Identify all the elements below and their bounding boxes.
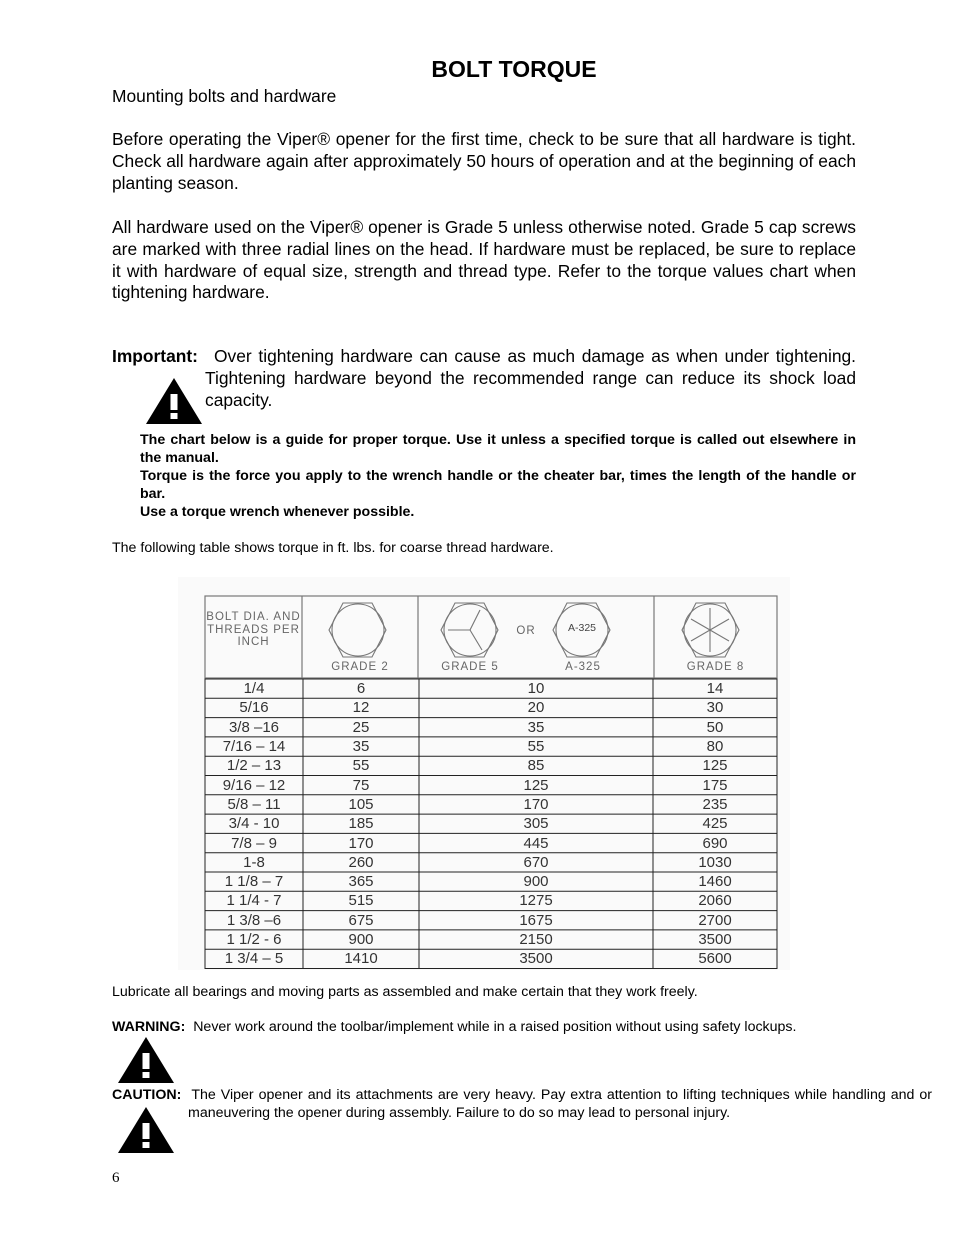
table-row [205, 911, 777, 930]
table-cell-g2: 185 [348, 815, 374, 833]
table-cell-g2: 75 [352, 776, 370, 794]
caution-label: CAUTION: [112, 1087, 182, 1103]
table-cell-size: 1 3/4 – 5 [224, 950, 284, 968]
table-cell-g2: 35 [352, 738, 370, 756]
table-cell-size: 5/8 – 11 [227, 795, 281, 813]
warning-block [112, 1018, 932, 1036]
intro-paragraph: Before operating the Viper® opener for the first time, check to be sure that all hardware is tight. Check all hardware again after approximately 50 hours of operation and at the beginning of each planting season. [112, 129, 856, 193]
torque-chart [178, 577, 790, 970]
table-cell-g8: 175 [702, 776, 728, 794]
table-cell-g5: 55 [527, 738, 545, 756]
table-cell-g8: 50 [706, 718, 724, 736]
table-cell-g5: 3500 [519, 950, 553, 968]
table-row [205, 679, 777, 698]
table-cell-g8: 5600 [698, 950, 732, 968]
table-cell-g5: 85 [527, 757, 545, 775]
table-cell-g2: 900 [348, 931, 374, 948]
table-row [205, 756, 777, 775]
a325-head-marking: A-325 [567, 622, 597, 634]
important-body: Over tightening hardware can cause as much damage as when under tightening. Tightening hardware beyond the recommended range can reduce its shock load capacity. [205, 346, 856, 410]
important-text [205, 346, 856, 411]
table-row [205, 872, 777, 891]
table-cell-g2: 170 [348, 834, 374, 852]
table-intro: The following table shows torque in ft. lbs. for coarse thread hardware. [112, 540, 554, 556]
table-cell-g5: 20 [527, 699, 545, 717]
caution-block [112, 1086, 932, 1122]
table-cell-g2: 1410 [344, 950, 378, 968]
table-row [205, 737, 777, 756]
warning-triangle-icon [116, 1035, 176, 1085]
table-cell-size: 7/16 – 14 [222, 738, 286, 756]
warning-triangle-icon [116, 1105, 176, 1155]
table-cell-g8: 2060 [698, 892, 732, 910]
torque-note: Use a torque wrench whenever possible. [140, 504, 415, 520]
table-cell-size: 1 3/8 –6 [226, 911, 282, 929]
table-row [205, 795, 777, 814]
table-cell-g2: 105 [348, 795, 374, 813]
table-cell-size: 5/16 [239, 699, 269, 717]
page-title: BOLT TORQUE [431, 56, 597, 82]
table-cell-g2: 515 [348, 892, 374, 910]
table-cell-g8: 80 [706, 738, 724, 756]
header-a325: A-325 [565, 661, 601, 673]
table-cell-g8: 235 [702, 795, 728, 813]
table-cell-g8: 2700 [698, 911, 732, 929]
grade2-bolt-head-icon [329, 603, 386, 657]
table-cell-g2: 260 [348, 853, 374, 871]
table-cell-size: 7/8 – 9 [231, 834, 277, 852]
torque-note: Torque is the force you apply to the wrench handle or the cheater bar, times the length of the handle or bar. [140, 468, 856, 502]
important-label: Important: [112, 346, 198, 366]
table-cell-g8: 3500 [698, 931, 732, 948]
grade8-bolt-head-icon [682, 603, 739, 657]
table-cell-g5: 670 [523, 853, 549, 871]
table-row [205, 698, 777, 717]
table-cell-size: 3/8 –16 [228, 718, 280, 736]
caution-text: The Viper opener and its attachments are very heavy. Pay extra attention to lifting techniques while handling and or maneuvering the opener during assembly. Failure to do so may lead to personal injury. [188, 1087, 932, 1121]
header-grade5: GRADE 5 [441, 661, 499, 673]
table-cell-g5: 10 [527, 680, 545, 698]
torque-note: The chart below is a guide for proper torque. Use it unless a specified torque is called out elsewhere in the manual. [140, 432, 856, 466]
warning-triangle-icon [144, 376, 204, 426]
table-cell-size: 1/2 – 13 [226, 757, 282, 775]
table-row [205, 930, 777, 949]
table-cell-g5: 170 [523, 795, 549, 813]
header-bolt-dia: BOLT DIA. AND THREADS PER INCH [206, 611, 301, 648]
table-cell-g5: 445 [523, 834, 549, 852]
table-cell-g8: 14 [706, 680, 724, 698]
table-cell-g2: 25 [352, 718, 370, 736]
page-number: 6 [112, 1170, 120, 1186]
table-cell-g5: 2150 [519, 931, 553, 948]
table-row [205, 853, 777, 872]
table-cell-g2: 675 [348, 911, 374, 929]
table-cell-g2: 55 [352, 757, 370, 775]
table-row [205, 891, 777, 910]
table-cell-size: 3/4 - 10 [228, 815, 280, 833]
table-cell-g8: 30 [706, 699, 724, 717]
table-cell-g5: 125 [523, 776, 549, 794]
table-cell-g5: 900 [523, 873, 549, 891]
table-cell-g5: 35 [527, 718, 545, 736]
table-row [205, 833, 777, 852]
table-cell-g2: 12 [352, 699, 370, 717]
torque-table-body [205, 679, 777, 968]
table-cell-g2: 365 [348, 873, 374, 891]
table-cell-size: 1 1/4 - 7 [226, 892, 282, 910]
header-grade8: GRADE 8 [686, 661, 745, 673]
warning-label: WARNING: [112, 1019, 186, 1035]
table-cell-g5: 1275 [519, 892, 553, 910]
table-cell-g8: 1030 [698, 853, 732, 871]
hardware-paragraph: All hardware used on the Viper® opener is Grade 5 unless otherwise noted. Grade 5 cap screws are marked with three radial lines on the head. If hardware must be replaced, be sure to replace it with hardware of equal size, strength and thread type. Refer to the torque values chart when tightening hardware. [112, 217, 856, 303]
torque-notes [140, 431, 856, 521]
table-cell-size: 1/4 [243, 680, 265, 698]
table-cell-size: 1 1/8 – 7 [224, 873, 284, 891]
table-row [205, 775, 777, 794]
table-cell-size: 9/16 – 12 [222, 776, 286, 794]
table-row [205, 718, 777, 737]
table-cell-g5: 305 [523, 815, 549, 833]
header-grade2: GRADE 2 [331, 661, 389, 673]
table-cell-g8: 1460 [698, 873, 732, 891]
header-or: OR [516, 625, 536, 637]
table-cell-g8: 125 [702, 757, 728, 775]
table-cell-size: 1 1/2 - 6 [226, 931, 282, 948]
grade5-bolt-head-icon [441, 603, 498, 657]
table-cell-g2: 6 [356, 680, 366, 698]
table-cell-g8: 425 [702, 815, 728, 833]
section-subtitle: Mounting bolts and hardware [112, 86, 337, 106]
table-row [205, 814, 777, 833]
table-cell-g5: 1675 [519, 911, 553, 929]
lubricate-text: Lubricate all bearings and moving parts as assembled and make certain that they work freely. [112, 984, 698, 1000]
table-row [205, 949, 777, 968]
table-cell-size: 1-8 [243, 853, 265, 871]
warning-text: Never work around the toolbar/implement while in a raised position without using safety lockups. [193, 1019, 797, 1035]
table-cell-g8: 690 [702, 834, 728, 852]
